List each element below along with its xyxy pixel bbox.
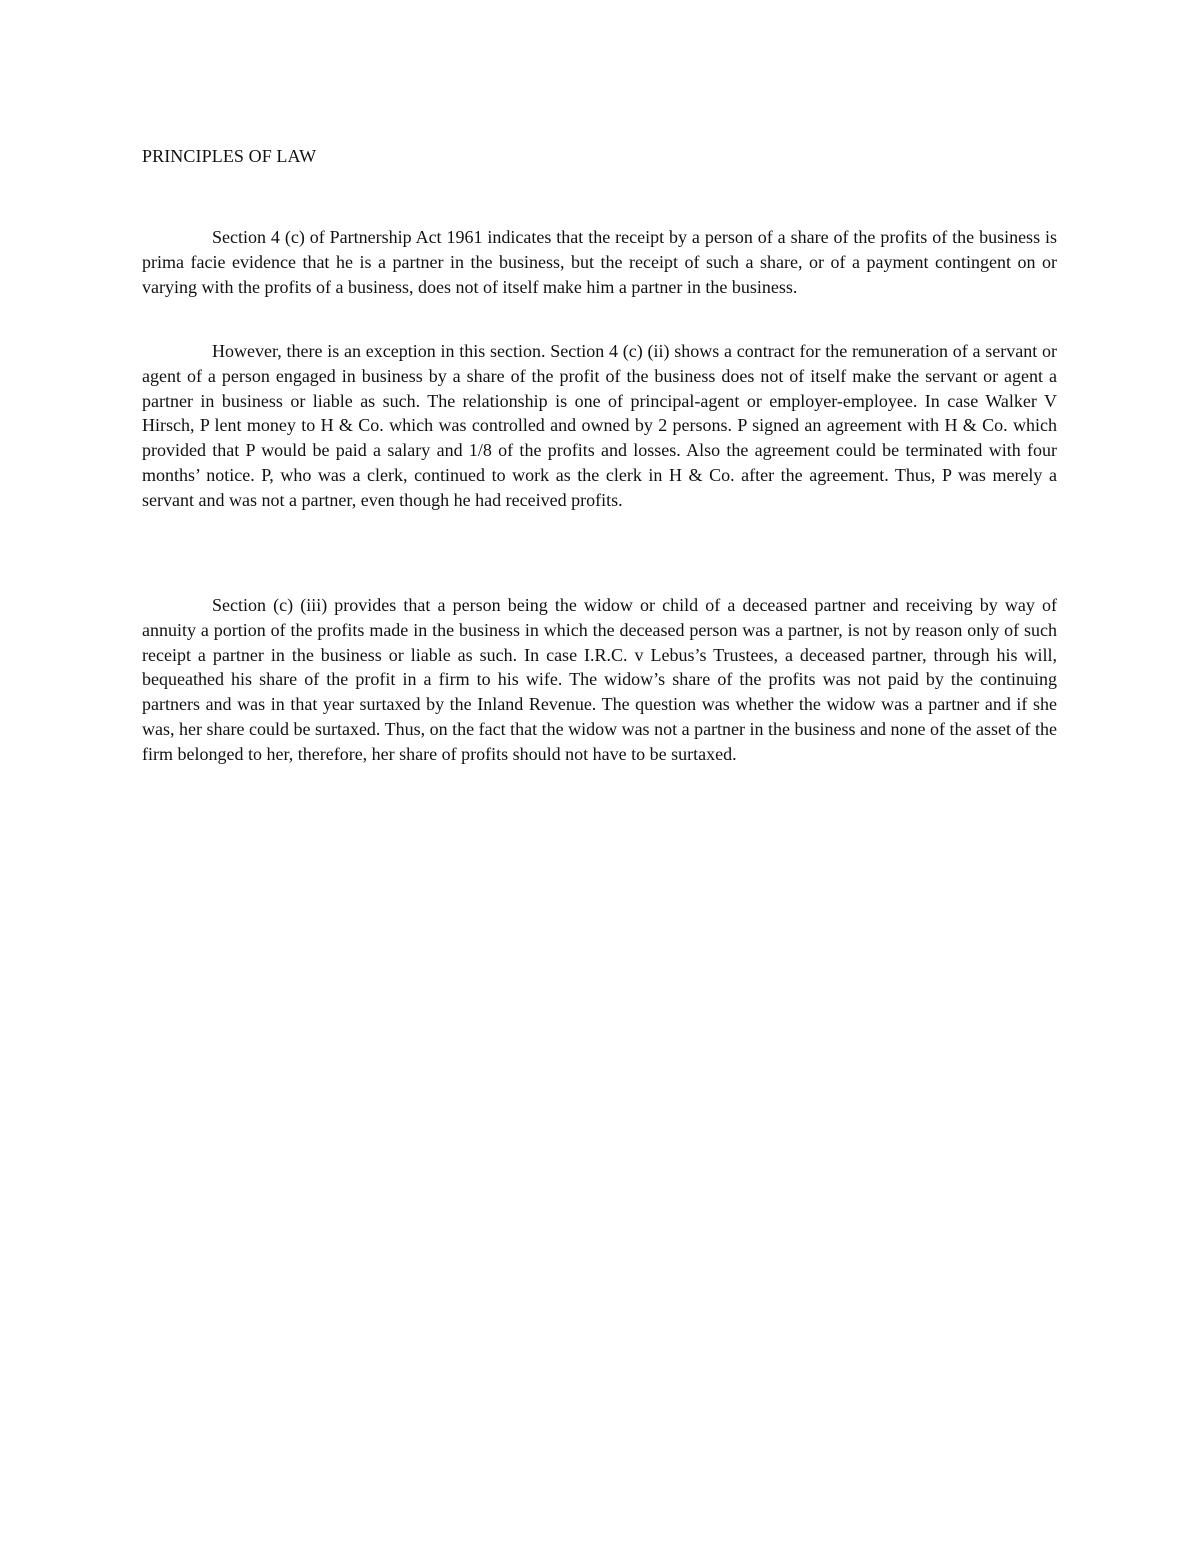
paragraph-exception-servant-agent: However, there is an exception in this section. Section 4 (c) (ii) shows a contract for the remuneration of a servant or agent of a person engaged in business by a share of the profit of the business does not of itself make the servant or agent a partner in business or liable as such. The relationship is one of principal-agent or employer-employee. In case Walker V Hirsch, P lent money to H & Co. which was controlled and owned by 2 persons. P signed an agreement with H & Co. which provided that P would be paid a salary and 1/8 of the profits and losses. Also the agreement could be terminated with four months’ notice. P, who was a clerk, continued to work as the clerk in H & Co. after the agreement. Thus, P was merely a servant and was not a partner, even though he had received profits.: [142, 341, 1057, 510]
document-heading: PRINCIPLES OF LAW: [142, 146, 317, 166]
paragraph-widow-annuity: Section (c) (iii) provides that a person being the widow or child of a deceased partner and receiving by way of annuity a portion of the profits made in the business in which the deceased person was a partner, is not by reason only of such receipt a partner in the business or liable as such. In case I.R.C. v Lebus’s Trustees, a deceased partner, through his will, bequeathed his share of the profit in a firm to his wife. The widow’s share of the profits was not paid by the continuing partners and was in that year surtaxed by the Inland Revenue. The question was whether the widow was a partner and if she was, her share could be surtaxed. Thus, on the fact that the widow was not a partner in the business and none of the asset of the firm belonged to her, therefore, her share of profits should not have to be surtaxed.: [142, 595, 1057, 764]
paragraph-section-4c: Section 4 (c) of Partnership Act 1961 indicates that the receipt by a person of a share of the profits of the business is prima facie evidence that he is a partner in the business, but the receipt of such a share, or of a payment contingent on or varying with the profits of a business, does not of itself make him a partner in the business.: [142, 227, 1057, 297]
